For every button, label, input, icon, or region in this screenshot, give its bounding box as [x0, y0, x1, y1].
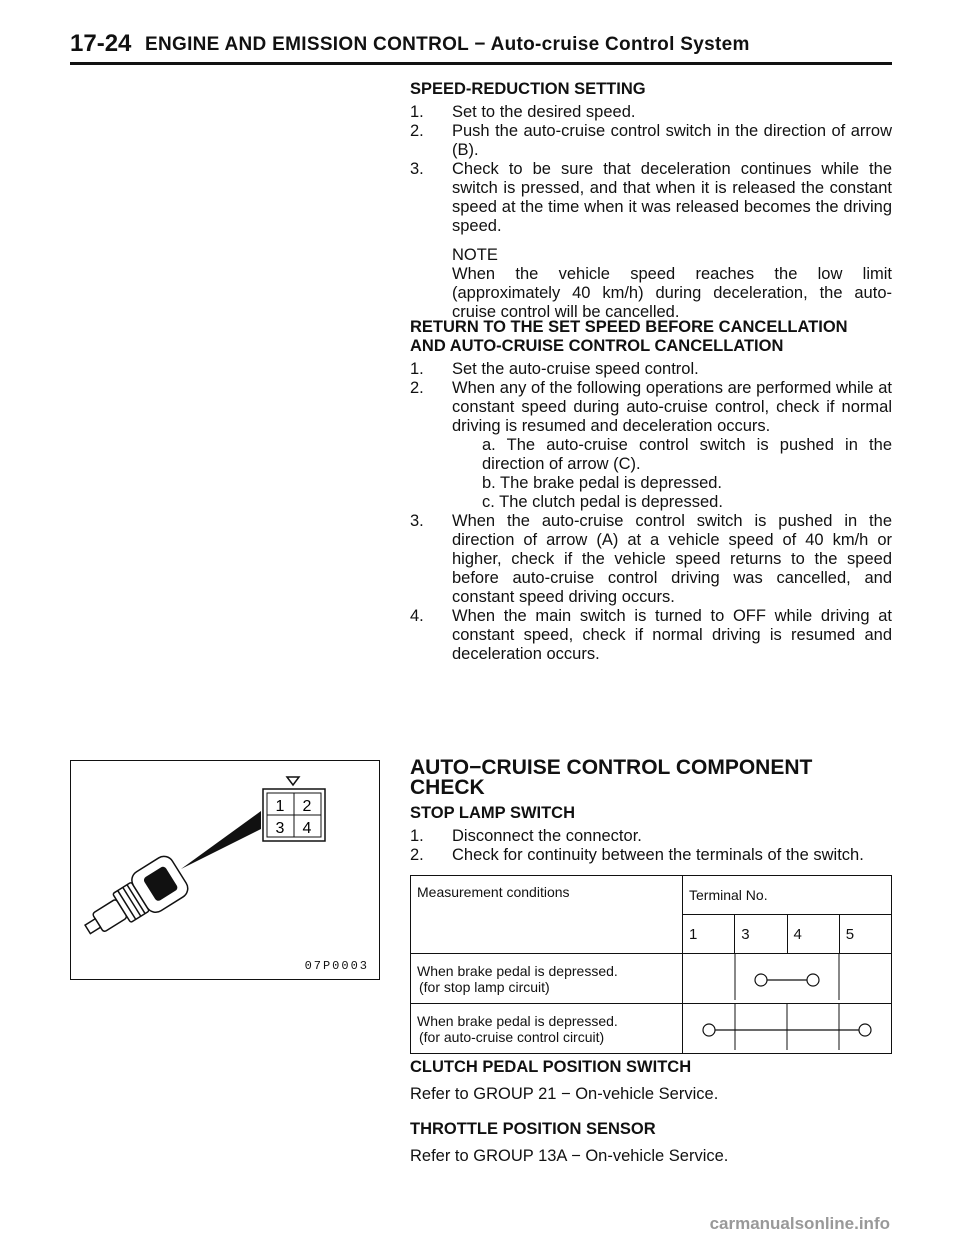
- figure-id: 07P0003: [304, 959, 369, 973]
- sub-item: a. The auto-cruise control switch is pushed in the direction of arrow (C).: [482, 436, 892, 473]
- list-item: 4. When the main switch is turned to OFF while driving at constant speed, check if normal driving is resumed and deceleration occurs.: [410, 607, 892, 663]
- continuity-table: [410, 875, 892, 1054]
- section-heading: AND AUTO-CRUISE CONTROL CANCELLATION: [410, 337, 784, 355]
- terminal-label: 1: [683, 915, 735, 954]
- list-item: 1. Disconnect the connector.: [410, 827, 642, 845]
- watermark: carmanualsonline.info: [709, 1214, 890, 1233]
- table-row: When brake pedal is depressed. (for stop lamp circuit): [411, 954, 892, 1004]
- sub-item: b. The brake pedal is depressed.: [482, 474, 723, 492]
- stop-lamp-switch-figure: [70, 760, 380, 980]
- list-item: 2. When any of the following operations are performed while at constant speed during auto-cruise control, check if normal driving is resumed and deceleration occurs. a. The auto-cruise control switch is pushed in the direction of arrow (C). b. The brake pedal is depressed. c. The clutch pedal is depressed.: [410, 379, 892, 511]
- section-heading: SPEED-REDUCTION SETTING: [410, 80, 646, 98]
- stop-lamp-switch-illustration: [71, 761, 379, 979]
- speed-reduction-section: [410, 80, 892, 322]
- section-heading: CLUTCH PEDAL POSITION SWITCH: [410, 1058, 692, 1076]
- list-item: 3. When the auto-cruise control switch is pushed in the direction of arrow (A) at a vehicle speed of 40 km/h or higher, check if the vehicle speed returns to the speed before auto-cruise control driving was cancelled, and constant speed driving occurs.: [410, 512, 892, 606]
- table-row: When brake pedal is depressed. (for auto-cruise control circuit): [411, 1004, 892, 1054]
- pin-label: 4: [302, 820, 312, 837]
- list-item: 1. Set the auto-cruise speed control.: [410, 360, 699, 378]
- terminal-label: 4: [787, 915, 839, 954]
- continuity-marker: [683, 954, 891, 1000]
- throttle-sensor-section: [410, 1120, 892, 1166]
- pin-label: 2: [302, 798, 312, 815]
- stop-lamp-switch-section: [410, 804, 892, 865]
- continuity-marker: [683, 1004, 891, 1050]
- list-item: 2. Push the auto-cruise control switch in the direction of arrow (B).: [410, 122, 892, 159]
- note-block: [452, 246, 892, 322]
- pin-label: 3: [275, 820, 285, 837]
- sub-item: c. The clutch pedal is depressed.: [482, 493, 723, 511]
- section-heading: STOP LAMP SWITCH: [410, 804, 576, 822]
- note-label: NOTE: [452, 246, 498, 264]
- section-heading: RETURN TO THE SET SPEED BEFORE CANCELLATION: [410, 318, 848, 336]
- list-item: 3. Check to be sure that deceleration continues while the switch is pressed, and that when it is released the constant speed at the time when it was released becomes the driving speed.: [410, 160, 892, 235]
- page-header: [70, 30, 892, 65]
- reference-text: Refer to GROUP 21 − On-vehicle Service.: [410, 1085, 719, 1103]
- terminal-label: 5: [839, 915, 891, 954]
- pin-label: 1: [275, 798, 285, 815]
- section-heading: THROTTLE POSITION SENSOR: [410, 1120, 656, 1138]
- component-check-heading: AUTO−CRUISE CONTROL COMPONENT CHECK: [410, 756, 813, 799]
- note-text: When the vehicle speed reaches the low limit (approximately 40 km/h) during deceleration, the auto-cruise control will be cancelled.: [452, 265, 892, 321]
- reference-text: Refer to GROUP 13A − On-vehicle Service.: [410, 1147, 729, 1165]
- page-title: ENGINE AND EMISSION CONTROL − Auto-cruise Control System: [145, 34, 750, 55]
- header-terminal: Terminal No.: [683, 876, 892, 915]
- list-item: 2. Check for continuity between the terminals of the switch.: [410, 846, 864, 864]
- page-number: 17-24: [70, 30, 132, 57]
- return-set-speed-section: [410, 318, 892, 664]
- terminal-label: 3: [735, 915, 787, 954]
- header-conditions: Measurement conditions: [411, 876, 683, 954]
- list-item: 1. Set to the desired speed.: [410, 103, 636, 121]
- clutch-switch-section: [410, 1058, 892, 1104]
